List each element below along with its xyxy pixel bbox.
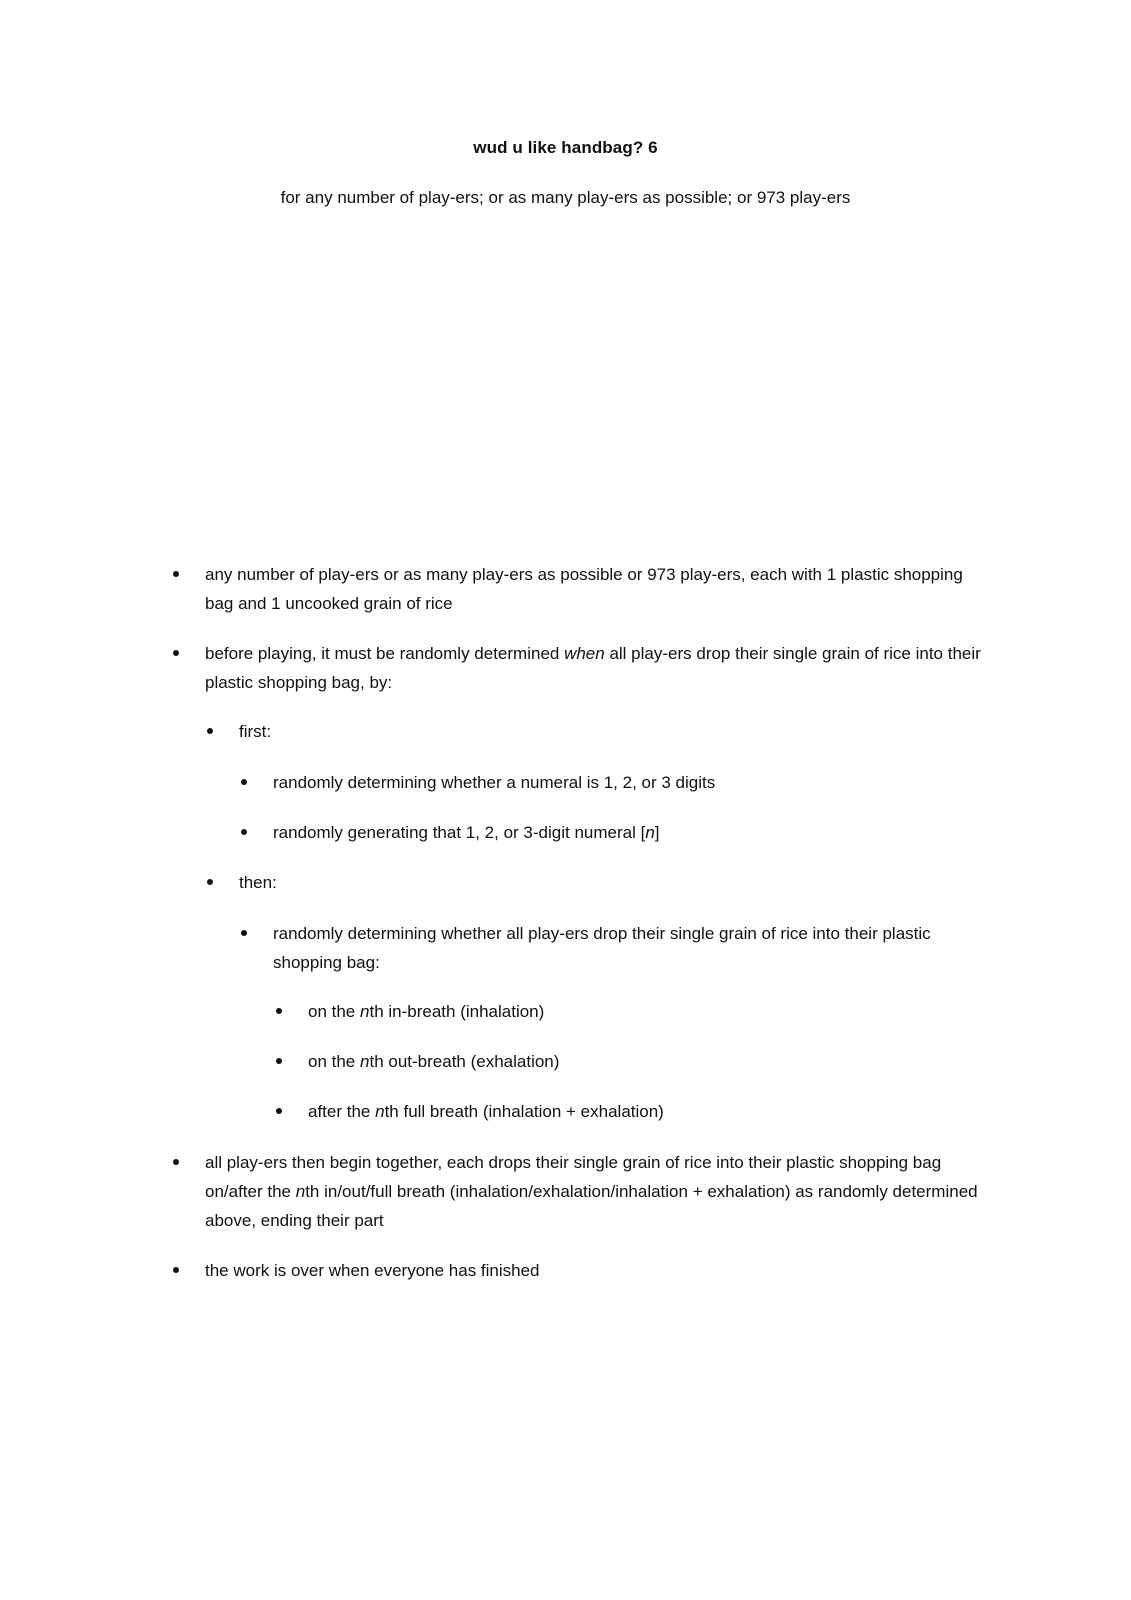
text-segment: th in-breath (inhalation) [369, 1002, 545, 1021]
text-segment: all play-ers then begin together, each drops their single grain of rice into their plastic shopping bag on/after the [205, 1153, 942, 1201]
bullet-icon [173, 1159, 179, 1165]
variable-n: n [360, 1052, 370, 1071]
list-item [205, 639, 985, 697]
document-subtitle: for any number of play-ers; or as many play-ers as possible; or 973 play-ers [280, 188, 851, 207]
variable-n: n [375, 1102, 385, 1121]
bullet-icon [207, 728, 213, 734]
text-segment: on the [308, 1002, 360, 1021]
list-item [308, 997, 988, 1026]
bullet-icon [276, 1108, 282, 1114]
bullet-icon [173, 571, 179, 577]
bullet-icon [173, 650, 179, 656]
text-segment: all play-ers drop their single grain of rice into their plastic shopping bag, by: [205, 644, 981, 692]
variable-n: n [360, 1002, 370, 1021]
list-item [308, 1047, 988, 1076]
list-item: the work is over when everyone has finished [205, 1261, 540, 1280]
variable-n: n [645, 823, 655, 842]
list-item: then: [239, 873, 277, 892]
text-segment: th full breath (inhalation + exhalation) [384, 1102, 664, 1121]
bullet-icon [207, 879, 213, 885]
emphasis-text: when [564, 644, 605, 663]
bullet-icon [241, 779, 247, 785]
bullet-icon [241, 829, 247, 835]
document-title: wud u like handbag? 6 [473, 138, 658, 157]
bullet-icon [276, 1058, 282, 1064]
list-item: any number of play-ers or as many play-ers as possible or 973 play-ers, each with 1 plastic shopping bag and 1 uncooked grain of rice [205, 565, 963, 613]
text-segment: after the [308, 1102, 376, 1121]
text-segment: randomly generating that 1, 2, or 3-digit numeral [ [273, 823, 646, 842]
bullet-icon [173, 1267, 179, 1273]
text-segment: on the [308, 1052, 360, 1071]
bullet-icon [276, 1008, 282, 1014]
text-segment: before playing, it must be randomly determined [205, 644, 565, 663]
list-item [205, 1148, 985, 1235]
list-item: randomly determining whether a numeral is 1, 2, or 3 digits [273, 773, 716, 792]
text-segment: th out-breath (exhalation) [369, 1052, 560, 1071]
bullet-icon [241, 930, 247, 936]
list-item: randomly determining whether all play-ers drop their single grain of rice into their plastic shopping bag: [273, 924, 931, 972]
variable-n: n [295, 1182, 306, 1201]
list-item [273, 818, 985, 847]
text-segment: th in/out/full breath (inhalation/exhalation/inhalation + exhalation) as randomly determined above, ending their part [205, 1182, 978, 1230]
list-item [308, 1097, 988, 1126]
text-segment: ] [654, 823, 660, 842]
list-item: first: [239, 722, 272, 741]
